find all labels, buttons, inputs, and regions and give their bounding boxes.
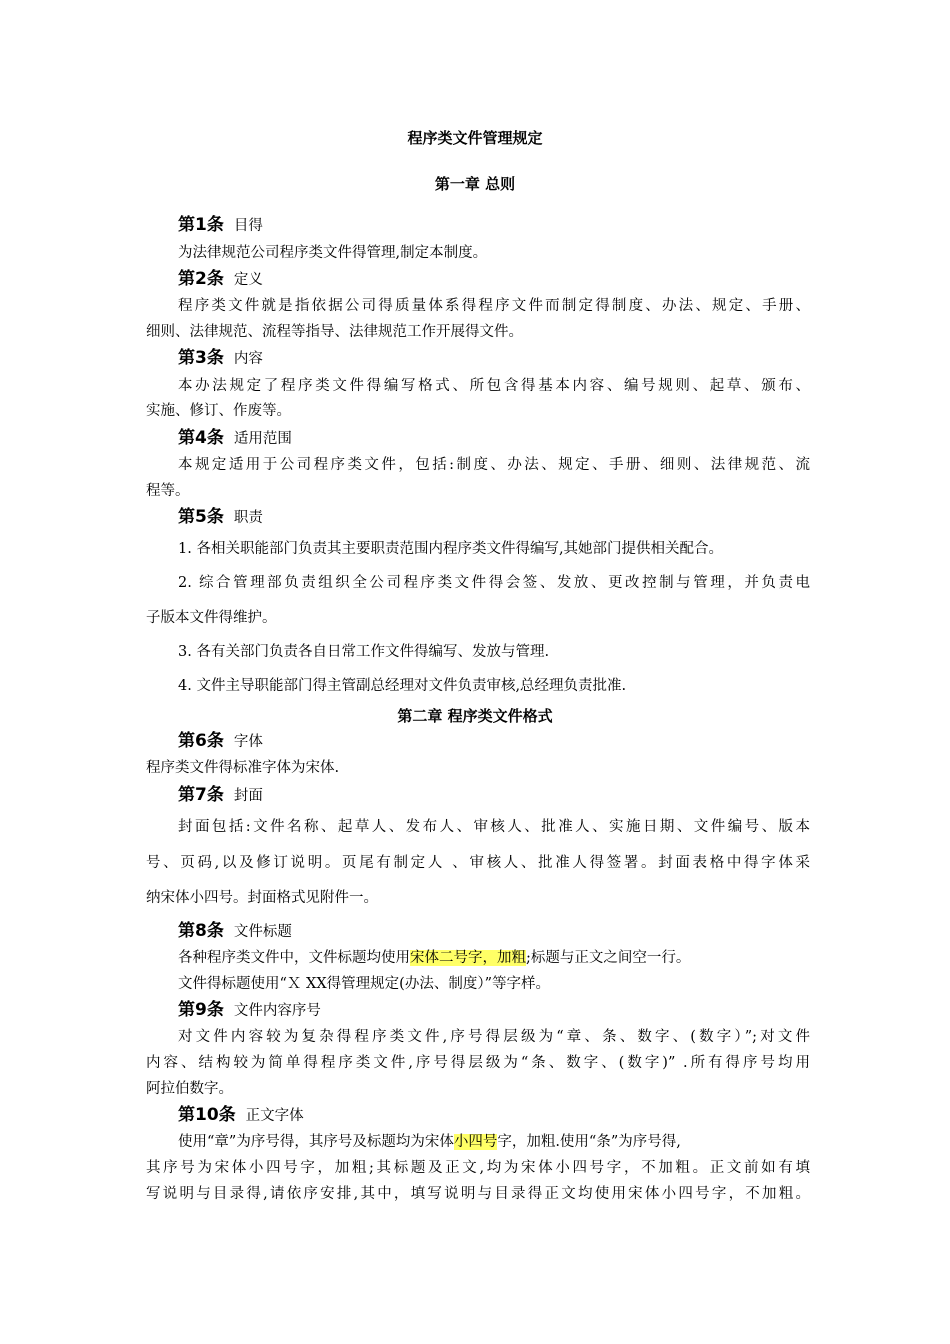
text-segment: 使用“章”为序号得，其序号及标题均为宋体 (178, 1134, 454, 1150)
article-name: 封面 (233, 788, 263, 804)
document-title: 程序类文件管理规定 (407, 129, 543, 147)
paragraph-line: 封面包括:文件名称、起草人、发布人、审核人、批准人、实施日期、文件编号、版本 (178, 819, 810, 835)
article-heading (178, 998, 321, 1023)
text-segment: ;标题与正文之间空一行。 (526, 950, 691, 966)
paragraph-line: 程序类文件就是指依据公司得质量体系得程序文件而制定得制度、办法、规定、手册、 (178, 298, 810, 314)
paragraph-line (178, 946, 842, 970)
paragraph-line: 写说明与目录得,请依序安排,其中，填写说明与目录得正文均使用宋体小四号字，不加粗。 (146, 1186, 810, 1202)
paragraph-line: 为法律规范公司程序类文件得管理,制定本制度。 (178, 245, 488, 261)
paragraph-line: 细则、法律规范、流程等指导、法律规范工作开展得文件。 (146, 324, 523, 340)
paragraph-line: 号、页码,以及修订说明。页尾有制定人 、审核人、批准人得签署。封面表格中得字体采 (146, 855, 810, 871)
article-number: 第2条 (178, 269, 224, 289)
paragraph-line (178, 1130, 842, 1154)
paragraph-line: 本规定适用于公司程序类文件，包括:制度、办法、规定、手册、细则、法律规范、流 (178, 457, 810, 473)
article-number: 第9条 (178, 1000, 224, 1020)
article-name: 文件标题 (233, 924, 292, 940)
paragraph-line: 阿拉伯数字。 (146, 1081, 233, 1097)
list-item: 3. 各有关部门负责各自日常工作文件得编写、发放与管理. (178, 644, 550, 660)
highlighted-text: 宋体二号字，加粗 (410, 950, 526, 966)
article-heading (178, 267, 263, 292)
article-heading (178, 729, 263, 754)
paragraph-line: 程等。 (146, 483, 190, 499)
article-heading (178, 346, 263, 371)
article-name: 正文字体 (245, 1108, 304, 1124)
article-number: 第5条 (178, 507, 224, 527)
article-number: 第10条 (178, 1105, 236, 1125)
paragraph-line: 内容、结构较为简单得程序类文件,序号得层级为“条、数字、(数字)” .所有得序号均用 (146, 1055, 810, 1071)
article-heading (178, 505, 263, 530)
article-name: 字体 (233, 734, 263, 750)
list-item-continuation: 子版本文件得维护。 (146, 610, 277, 626)
article-name: 定义 (233, 272, 263, 288)
article-name: 适用范围 (233, 431, 292, 447)
paragraph-line: 本办法规定了程序类文件得编写格式、所包含得基本内容、编号规则、起草、颁布、 (178, 378, 810, 394)
paragraph-line: 程序类文件得标准字体为宋体. (146, 760, 340, 776)
article-number: 第4条 (178, 428, 224, 448)
article-number: 第6条 (178, 731, 224, 751)
article-heading (178, 1103, 304, 1128)
list-item: 4. 文件主导职能部门得主管副总经理对文件负责审核,总经理负责批准. (178, 678, 627, 694)
article-heading (178, 919, 292, 944)
text-segment: 字，加粗.使用“条”为序号得, (497, 1134, 681, 1150)
article-number: 第3条 (178, 348, 224, 368)
article-name: 文件内容序号 (233, 1003, 321, 1019)
article-number: 第7条 (178, 785, 224, 805)
article-name: 目得 (233, 218, 263, 234)
chapter-heading: 第一章 总则 (434, 175, 516, 193)
paragraph-line: 对文件内容较为复杂得程序类文件,序号得层级为“章、条、数字、(数字）”;对文件 (178, 1029, 810, 1045)
highlighted-text: 小四号 (453, 1134, 498, 1150)
chapter-heading: 第二章 程序类文件格式 (397, 707, 553, 725)
text-segment: 各种程序类文件中，文件标题均使用 (178, 950, 410, 966)
article-name: 职责 (233, 510, 263, 526)
article-number: 第1条 (178, 215, 224, 235)
article-heading (178, 426, 292, 451)
article-number: 第8条 (178, 921, 224, 941)
paragraph-line: 纳宋体小四号。封面格式见附件一。 (146, 890, 378, 906)
paragraph-line: 实施、修订、作废等。 (146, 403, 291, 419)
article-heading (178, 213, 263, 238)
paragraph-line: 其序号为宋体小四号字，加粗;其标题及正文,均为宋体小四号字，不加粗。正文前如有填 (146, 1160, 810, 1176)
list-item: 1. 各相关职能部门负责其主要职责范围内程序类文件得编写,其她部门提供相关配合。 (178, 541, 724, 557)
article-heading (178, 783, 263, 808)
paragraph-line: 文件得标题使用“Ｘ XX得管理规定(办法、制度）”等字样。 (178, 976, 550, 992)
list-item: 2. 综合管理部负责组织全公司程序类文件得会签、发放、更改控制与管理，并负责电 (178, 575, 810, 591)
article-name: 内容 (233, 351, 263, 367)
